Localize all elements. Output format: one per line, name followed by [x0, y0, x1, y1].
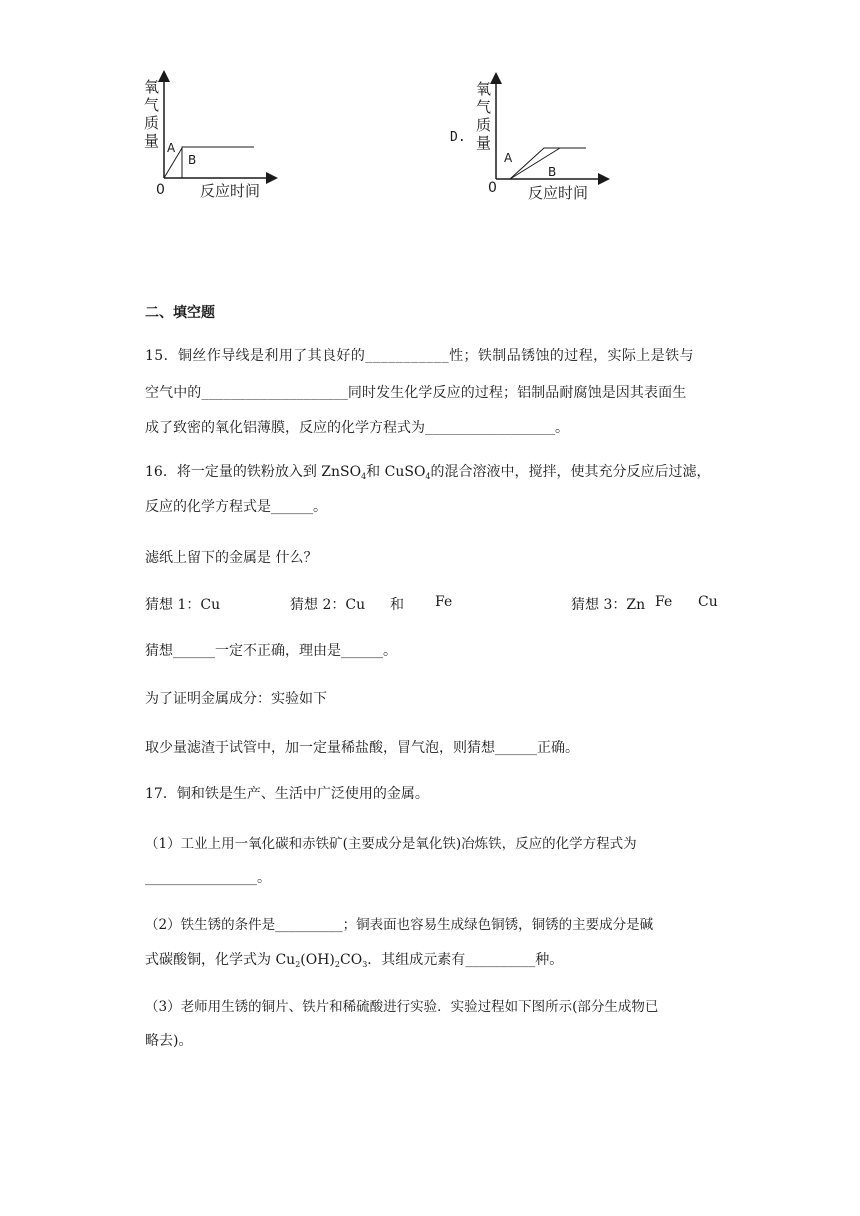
- q15-line-2: [145, 383, 686, 403]
- q15-line-1: [145, 346, 694, 366]
- xlabel: 反应时间: [200, 182, 261, 200]
- label-b: B: [548, 165, 557, 179]
- q16-text: 和 CuSO: [366, 464, 426, 480]
- ylabel-char: 气: [144, 96, 160, 114]
- section-title: 二、填空题: [145, 305, 215, 321]
- q15-blank-2: ____________________: [201, 386, 348, 400]
- q15-text: 15．铜丝作导线是利用了其良好的: [145, 348, 366, 364]
- q15-line-3: [145, 418, 569, 438]
- q16-line-7: 取少量滤渣于试管中，加一定量稀盐酸，冒气泡，则猜想______正确。: [145, 740, 579, 756]
- label-a: A: [504, 151, 513, 165]
- q15-blank-3: __________________: [425, 421, 556, 435]
- guess-2-and: 和: [390, 597, 404, 613]
- guess-1: 猜想 1：Cu: [145, 597, 221, 613]
- guess-3-cu: Cu: [698, 594, 718, 610]
- ylabel-char: 氧: [144, 78, 160, 96]
- q15-text: 同时发生化学反应的过程；铝制品耐腐蚀是因其表面生: [347, 385, 687, 401]
- q15-blank-1: ___________: [365, 349, 450, 363]
- guess-3-fe: Fe: [655, 594, 673, 610]
- graph-c: [140, 70, 280, 205]
- ylabel-char: 质: [144, 114, 160, 132]
- q16-line-6: 为了证明金属成分：实验如下: [145, 691, 327, 707]
- subscript: 3: [362, 960, 368, 969]
- q16-line-2: 反应的化学方程式是______。: [145, 499, 327, 515]
- ylabel-char: 氧: [476, 80, 492, 98]
- q15-text: 性；铁制品锈蚀的过程，实际上是铁与: [449, 348, 694, 364]
- q15-text: 。: [555, 420, 570, 436]
- q17-text: CO: [340, 952, 363, 968]
- ylabel-char: 质: [476, 116, 492, 134]
- q17-intro: 17．铜和铁是生产、生活中广泛使用的金属。: [145, 786, 429, 802]
- q16-text: 16．将一定量的铁粉放入到 ZnSO: [145, 464, 362, 480]
- xlabel: 反应时间: [528, 184, 589, 202]
- ylabel-char: 气: [476, 98, 492, 116]
- q16-text: 的混合溶液中，搅拌，使其充分反应后过滤，: [430, 464, 711, 480]
- q17-part3-line-2: 略去)。: [145, 1033, 193, 1049]
- q17-text: 式碳酸铜，化学式为 Cu: [145, 952, 296, 968]
- label-b: B: [188, 153, 197, 167]
- q17-text: ．其组成元素有__________种。: [367, 952, 564, 968]
- q15-text: 成了致密的氧化铝薄膜，反应的化学方程式为: [145, 420, 425, 436]
- q17-text: (OH): [300, 952, 335, 968]
- q16-line-3: 滤纸上留下的金属是 什么？: [145, 550, 318, 566]
- ylabel-char: 量: [476, 134, 492, 152]
- q15-text: 空气中的: [145, 385, 202, 401]
- q17-part1-line-2: ________________。: [145, 870, 271, 886]
- q17-part2-line-2: [145, 950, 563, 975]
- label-a: A: [167, 141, 176, 155]
- subscript: 2: [334, 960, 340, 969]
- subscript: 2: [295, 960, 301, 969]
- guess-3: 猜想 3：Zn: [571, 597, 646, 613]
- q16-line-5: 猜想______一定不正确，理由是______。: [145, 643, 397, 659]
- origin-label: 0: [156, 182, 165, 198]
- q17-part2-line-1: （2）铁生锈的条件是__________；铜表面也容易生成绿色铜锈，铜锈的主要成分是碱: [145, 917, 654, 933]
- q17-part1-line-1: （1）工业上用一氧化碳和赤铁矿(主要成分是氧化铁)冶炼铁，反应的化学方程式为: [145, 836, 637, 852]
- q17-part3-line-1: （3）老师用生锈的铜片、铁片和稀硫酸进行实验．实验过程如下图所示(部分生成物已: [145, 999, 659, 1015]
- guess-2-fe: Fe: [435, 594, 453, 610]
- subscript: 4: [361, 472, 367, 481]
- ylabel-char: 量: [144, 132, 160, 150]
- subscript: 4: [425, 472, 431, 481]
- guess-2: 猜想 2：Cu: [290, 597, 366, 613]
- origin-label: 0: [488, 180, 497, 196]
- q16-line-1: [145, 462, 711, 487]
- graph-d: [472, 72, 612, 207]
- option-d-label: D.: [450, 130, 466, 145]
